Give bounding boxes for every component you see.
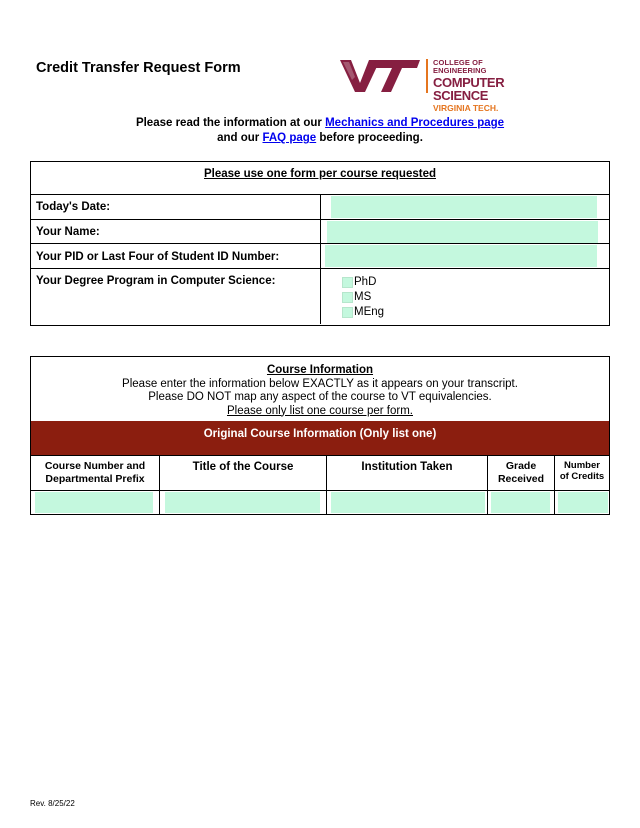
credits-field[interactable]: [558, 492, 608, 513]
intro-line-2-prefix: and our: [217, 132, 263, 144]
pid-field[interactable]: [325, 245, 597, 267]
intro-line-1-prefix: Please read the information at our: [135, 117, 326, 129]
degree-options: [342, 275, 384, 320]
degree-program-row: [31, 269, 609, 324]
option-ms[interactable]: [342, 290, 384, 305]
institution-field[interactable]: [331, 492, 485, 513]
name-label: Your Name:: [36, 226, 100, 238]
credits-header-line-1: Number: [564, 460, 600, 471]
column-divider: [159, 491, 160, 515]
logo-university-text: VIRGINIA TECH.: [433, 103, 499, 113]
name-field[interactable]: [327, 221, 598, 243]
intro-line-1: [0, 116, 640, 131]
logo-text: [433, 59, 538, 113]
row-divider: [320, 195, 321, 219]
course-number-header-line-1: Course Number and: [44, 460, 146, 472]
pid-row: [31, 244, 609, 269]
intro-line-2-suffix: before proceeding.: [316, 132, 423, 144]
revision-note: Rev. 8/25/22: [30, 799, 75, 808]
institution-header: Institution Taken: [361, 461, 453, 473]
logo-department-text: COMPUTER SCIENCE: [433, 75, 505, 103]
column-divider: [487, 491, 488, 515]
student-info-table: [30, 161, 610, 326]
grade-field[interactable]: [491, 492, 550, 513]
date-label: Today's Date:: [36, 201, 111, 213]
vt-logo-icon: [338, 56, 422, 96]
course-info-line-1: Please enter the information below EXACTLY as it appears on your transcript.: [122, 377, 518, 390]
intro-line-2: [0, 131, 640, 146]
course-info-line-3: Please only list one course per form.: [226, 404, 413, 417]
grade-header: [488, 456, 554, 490]
form-title: Credit Transfer Request Form: [36, 60, 241, 76]
option-meng[interactable]: [342, 305, 384, 320]
course-title-header: Title of the Course: [192, 461, 294, 473]
grade-header-line-1: Grade: [505, 460, 537, 472]
logo-divider: [426, 59, 428, 93]
one-form-notice: Please use one form per course requested: [31, 162, 609, 195]
row-divider: [320, 220, 321, 243]
course-info-heading: Course Information: [266, 364, 374, 376]
column-divider: [554, 491, 555, 515]
course-column-headers: [31, 455, 609, 491]
ms-checkbox[interactable]: [342, 292, 353, 303]
row-divider: [320, 269, 321, 324]
date-field[interactable]: [331, 196, 597, 218]
course-info-instructions: [31, 357, 609, 421]
course-info-table: [30, 356, 610, 515]
grade-header-line-2: Received: [497, 472, 545, 485]
column-divider: [326, 491, 327, 515]
course-title-field[interactable]: [165, 492, 320, 513]
intro-text: [0, 116, 640, 146]
course-number-field[interactable]: [35, 492, 153, 513]
phd-checkbox[interactable]: [342, 277, 353, 288]
meng-label: MEng: [354, 306, 385, 318]
vt-cs-logo: [338, 56, 538, 113]
credits-header-line-2: of Credits: [559, 471, 605, 482]
course-info-line-2: Please DO NOT map any aspect of the course to VT equivalencies.: [148, 391, 492, 403]
course-number-header-line-2: Departmental Prefix: [45, 472, 145, 485]
faq-link[interactable]: FAQ page: [262, 132, 317, 144]
course-number-header: [31, 456, 159, 490]
credits-header: [555, 456, 609, 490]
date-row: [31, 195, 609, 220]
degree-program-label: Your Degree Program in Computer Science:: [36, 275, 276, 287]
mechanics-procedures-link[interactable]: Mechanics and Procedures page: [325, 117, 505, 129]
phd-label: PhD: [354, 276, 377, 288]
logo-college-text: COLLEGE OF ENGINEERING: [433, 58, 487, 75]
ms-label: MS: [354, 291, 372, 303]
row-divider: [320, 244, 321, 268]
original-course-band: Original Course Information (Only list one): [31, 421, 609, 455]
pid-label: Your PID or Last Four of Student ID Number:: [36, 251, 280, 263]
name-row: [31, 220, 609, 244]
meng-checkbox[interactable]: [342, 307, 353, 318]
option-phd[interactable]: [342, 275, 384, 290]
course-data-row: [31, 491, 609, 515]
